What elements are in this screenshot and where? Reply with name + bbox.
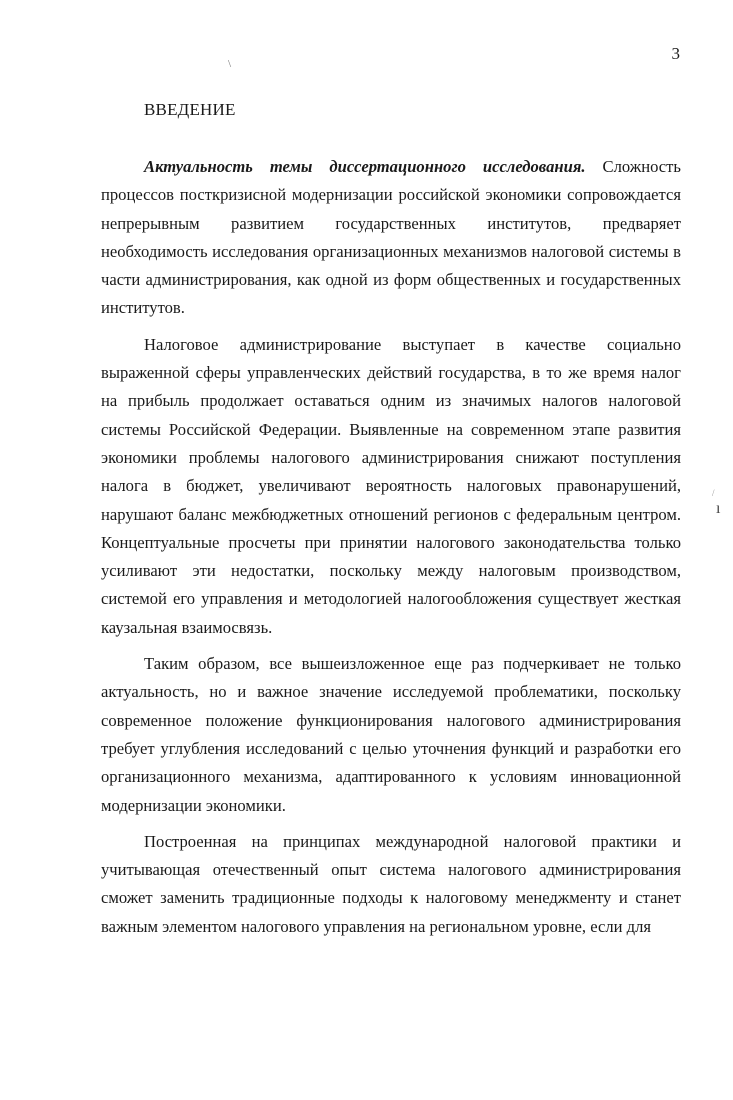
page-number: 3: [671, 44, 680, 63]
paragraph-tax-administration: Налоговое администрирование выступает в качестве социально выраженной сферы управленческих действий государства, в то же время налог на прибыль продолжает оставаться одним из значимых налогов налоговой системы Российской Федерации. Выявленные на современном этапе развития экономики проблемы налогового администрирования снижают поступления налога в бюджет, увеличивают вероятность налоговых правонарушений, нарушают баланс межбюджетных отношений регионов с федеральным центром. Концептуальные просчеты при принятии налогового законодательства только усиливают эти недостатки, поскольку между налоговым производством, системой его управления и методологией налогообложения существует жесткая каузальная взаимосвязь.: [101, 334, 681, 637]
section-heading: ВВЕДЕНИЕ: [144, 100, 236, 119]
paragraph-conclusion: Таким образом, все вышеизложенное еще раз подчеркивает не только актуальность, но и важное значение исследуемой проблематики, поскольку современное положение функционирования налогового администрирования требует углубления исследований с целью уточнения функций и разработки его организационного механизма, адаптированного к условиям инновационной модернизации экономики.: [101, 654, 681, 815]
scan-artifact-mark: /: [712, 488, 715, 498]
paragraph-lead: Актуальность темы диссертационного исследования.: [144, 157, 586, 176]
paragraph-relevance: [101, 153, 681, 323]
scan-artifact-mark: ı: [716, 500, 721, 517]
paragraph-text: Сложность процессов посткризисной модернизации российской экономики сопровождается непрерывным развитием государственных институтов, предваряет необходимость исследования организационных механизмов налоговой системы в части администрирования, как одной из форм общественных и государственных институтов.: [101, 157, 681, 318]
scan-artifact-mark: \: [228, 58, 232, 70]
body-text: [101, 153, 681, 949]
paragraph-system: Построенная на принципах международной налоговой практики и учитывающая отечественный опыт система налогового администрирования сможет заменить традиционные подходы к налоговому менеджменту и станет важным элементом налогового управления на региональном уровне, если для: [101, 831, 681, 936]
